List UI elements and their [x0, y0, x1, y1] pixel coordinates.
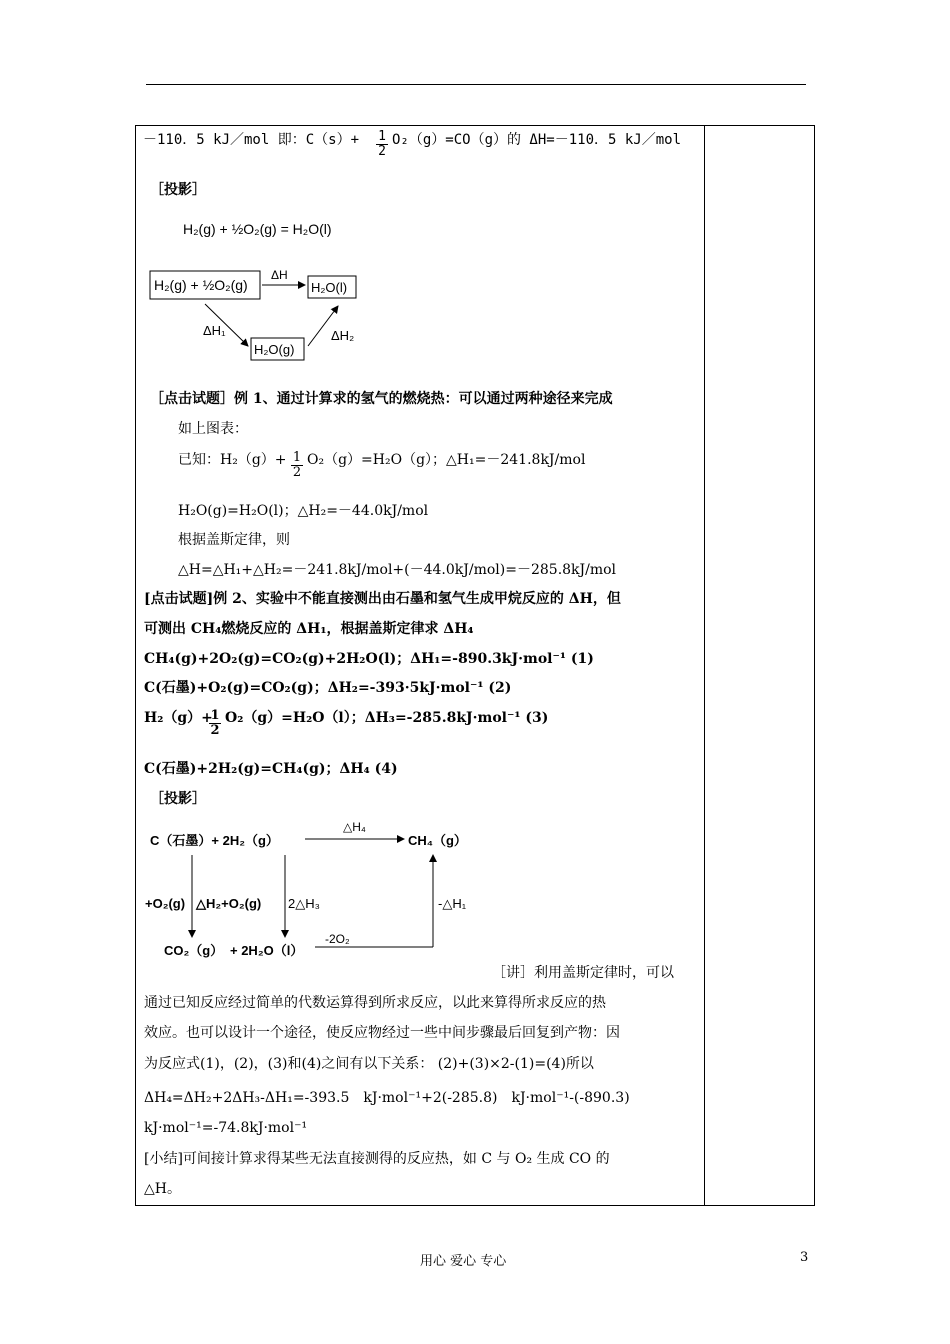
- example1-heading: ［点击试题］例 1、通过计算求的氢气的燃烧热：可以通过两种途径来完成: [150, 391, 613, 407]
- example2-heading-2: 可测出 CH₄燃烧反应的 ΔH₁，根据盖斯定律求 ΔH₄: [144, 621, 474, 637]
- diagram2-bottom-mid: + 2H₂O（l）: [230, 943, 304, 958]
- example1-line-3: H₂O(g)=H₂O(l)；△H₂=－44.0kJ/mol: [178, 503, 429, 519]
- diagram1-arrow-left-label: ΔH₁: [203, 323, 226, 338]
- footer-motto: 用心 爱心 专心: [420, 1254, 507, 1269]
- example1-line-1: 如上图表：: [178, 421, 248, 437]
- example1-line-2b: O₂（g）=H₂O（g）；△H₁=－241.8kJ/mol: [307, 452, 586, 468]
- text-line-1a: －110．5 kJ／mol 即：C（s）+: [143, 132, 360, 148]
- summary-line-2: △H。: [144, 1181, 181, 1197]
- hess-diagram-water: [145, 212, 375, 364]
- diagram2-mid-dh2: △H₂+O₂(g): [196, 896, 262, 911]
- text-line-1b: O₂（g）=CO（g）的 ΔH=－110．5 kJ／mol: [392, 132, 682, 148]
- diagram2-top-left: C（石墨）+ 2H₂（g）: [150, 833, 279, 848]
- diagram1-arrow-right-label: ΔH₂: [331, 328, 355, 343]
- example2-reaction-1: CH₄(g)+2O₂(g)=CO₂(g)+2H₂O(l)；ΔH₁=-890.3kJ·mol⁻¹ (1): [144, 651, 594, 667]
- hess-diagram-methane: [140, 815, 480, 965]
- example2-reaction-2: C(石墨)+O₂(g)=CO₂(g)；ΔH₂=-393·5kJ·mol⁻¹ (2): [144, 680, 512, 696]
- example1-fraction: $\frac{1}{2}$: [292, 450, 302, 480]
- lecture-line-6: kJ·mol⁻¹=-74.8kJ·mol⁻¹: [144, 1120, 308, 1136]
- lecture-line-4: 为反应式(1)，(2)，(3)和(4)之间有以下关系： (2)+(3)×2-(1)=(4)所以: [144, 1056, 594, 1072]
- example2-fraction: $\frac{1}{2}$: [210, 708, 220, 738]
- lecture-line-2: 通过已知反应经过简单的代数运算得到所求反应，以此来算得所求反应的热: [144, 995, 606, 1011]
- example2-reaction-3a: H₂（g）+: [144, 710, 213, 726]
- page-number: 3: [800, 1250, 809, 1265]
- example1-line-5: △H=△H₁+△H₂=－241.8kJ/mol+(－44.0kJ/mol)=－285.8kJ/mol: [178, 562, 617, 578]
- example1-line-2a: 已知：H₂（g）+: [178, 452, 287, 468]
- diagram1-top-equation: H₂(g) + ½O₂(g) = H₂O(l): [183, 221, 332, 237]
- summary-line-1: [小结]可间接计算求得某些无法直接测得的反应热，如 C 与 O₂ 生成 CO 的: [144, 1151, 610, 1167]
- header-rule: [146, 84, 806, 85]
- example1-line-4: 根据盖斯定律，则: [178, 532, 290, 548]
- example2-reaction-3b: O₂（g）=H₂O（l）；ΔH₃=-285.8kJ·mol⁻¹ (3): [225, 710, 549, 726]
- diagram2-arrow-bottom-label: -2O₂: [325, 932, 350, 946]
- table-column-divider: [704, 125, 705, 1206]
- diagram2-top-right: CH₄（g）: [408, 833, 467, 848]
- diagram2-arrow-top-label: △H₄: [343, 820, 366, 834]
- diagram2-bottom-left: CO₂（g）: [164, 943, 224, 958]
- lecture-line-3: 效应。也可以设计一个途径，使反应物经过一些中间步骤最后回复到产物：因: [144, 1025, 620, 1041]
- diagram1-box-bottom-text: H₂O(g): [254, 342, 295, 357]
- lecture-line-1: ［讲］利用盖斯定律时，可以: [492, 965, 674, 981]
- diagram1-box-left-text: H₂(g) + ½O₂(g): [154, 277, 248, 293]
- example2-heading-1: [点击试题]例 2、实验中不能直接测出由石墨和氢气生成甲烷反应的 ΔH，但: [144, 591, 621, 607]
- diagram1-arrow-top-label: ΔH: [271, 268, 288, 282]
- lecture-line-5: ΔH₄=ΔH₂+2ΔH₃-ΔH₁=-393.5 kJ·mol⁻¹+2(-285.8) kJ·mol⁻¹-(-890.3): [144, 1090, 630, 1106]
- diagram2-mid-right: -△H₁: [438, 896, 467, 911]
- projection-label-2: ［投影］: [150, 791, 206, 807]
- diagram1-box-right-text: H₂O(l): [311, 280, 348, 295]
- diagram2-mid-dh3: 2△H₃: [288, 896, 320, 911]
- fraction-half: $\frac{1}{2}$: [376, 130, 388, 159]
- projection-label-1: ［投影］: [150, 182, 206, 198]
- diagram2-mid-left: +O₂(g): [145, 896, 186, 911]
- example2-reaction-4: C(石墨)+2H₂(g)=CH₄(g)；ΔH₄ (4): [144, 761, 398, 777]
